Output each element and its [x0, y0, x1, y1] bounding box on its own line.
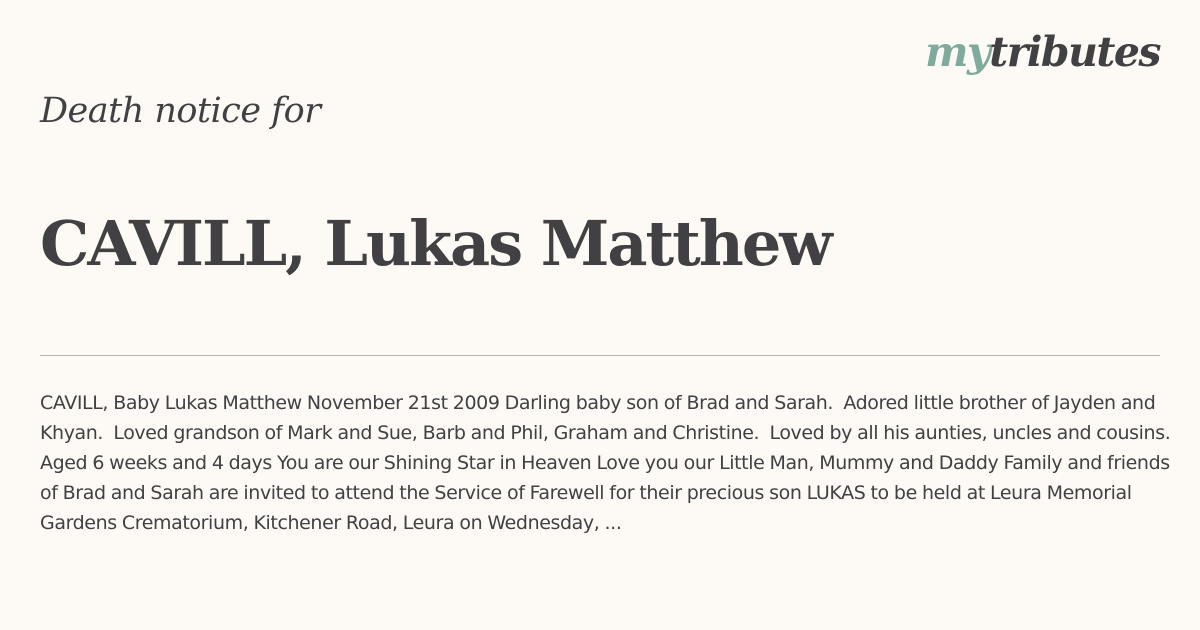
logo-prefix: my [925, 28, 990, 76]
notice-text: CAVILL, Baby Lukas Matthew November 21st 2009 Darling baby son of Brad and Sarah. Adored little brother of Jayden and Khyan. Loved grandson of Mark and Sue, Barb and Phil, Graham and Christine. Loved by all his aunties, uncles and cousins. Aged 6 weeks and 4 days You are our Shining Star in Heaven Love you our Little Man, Mummy and Daddy Family and friends of Brad and Sarah are invited to attend the Service of Farewell for their precious son LUKAS to be held at Leura Memorial Gardens Crematorium, Kitchener Road, Leura on Wednesday, ... [40, 392, 1181, 534]
logo-suffix: tributes [989, 28, 1160, 76]
mytributes-logo [925, 28, 1160, 76]
page-subtitle: Death notice for [40, 91, 321, 131]
deceased-name: CAVILL, Lukas Matthew [40, 207, 831, 280]
divider [40, 355, 1160, 356]
